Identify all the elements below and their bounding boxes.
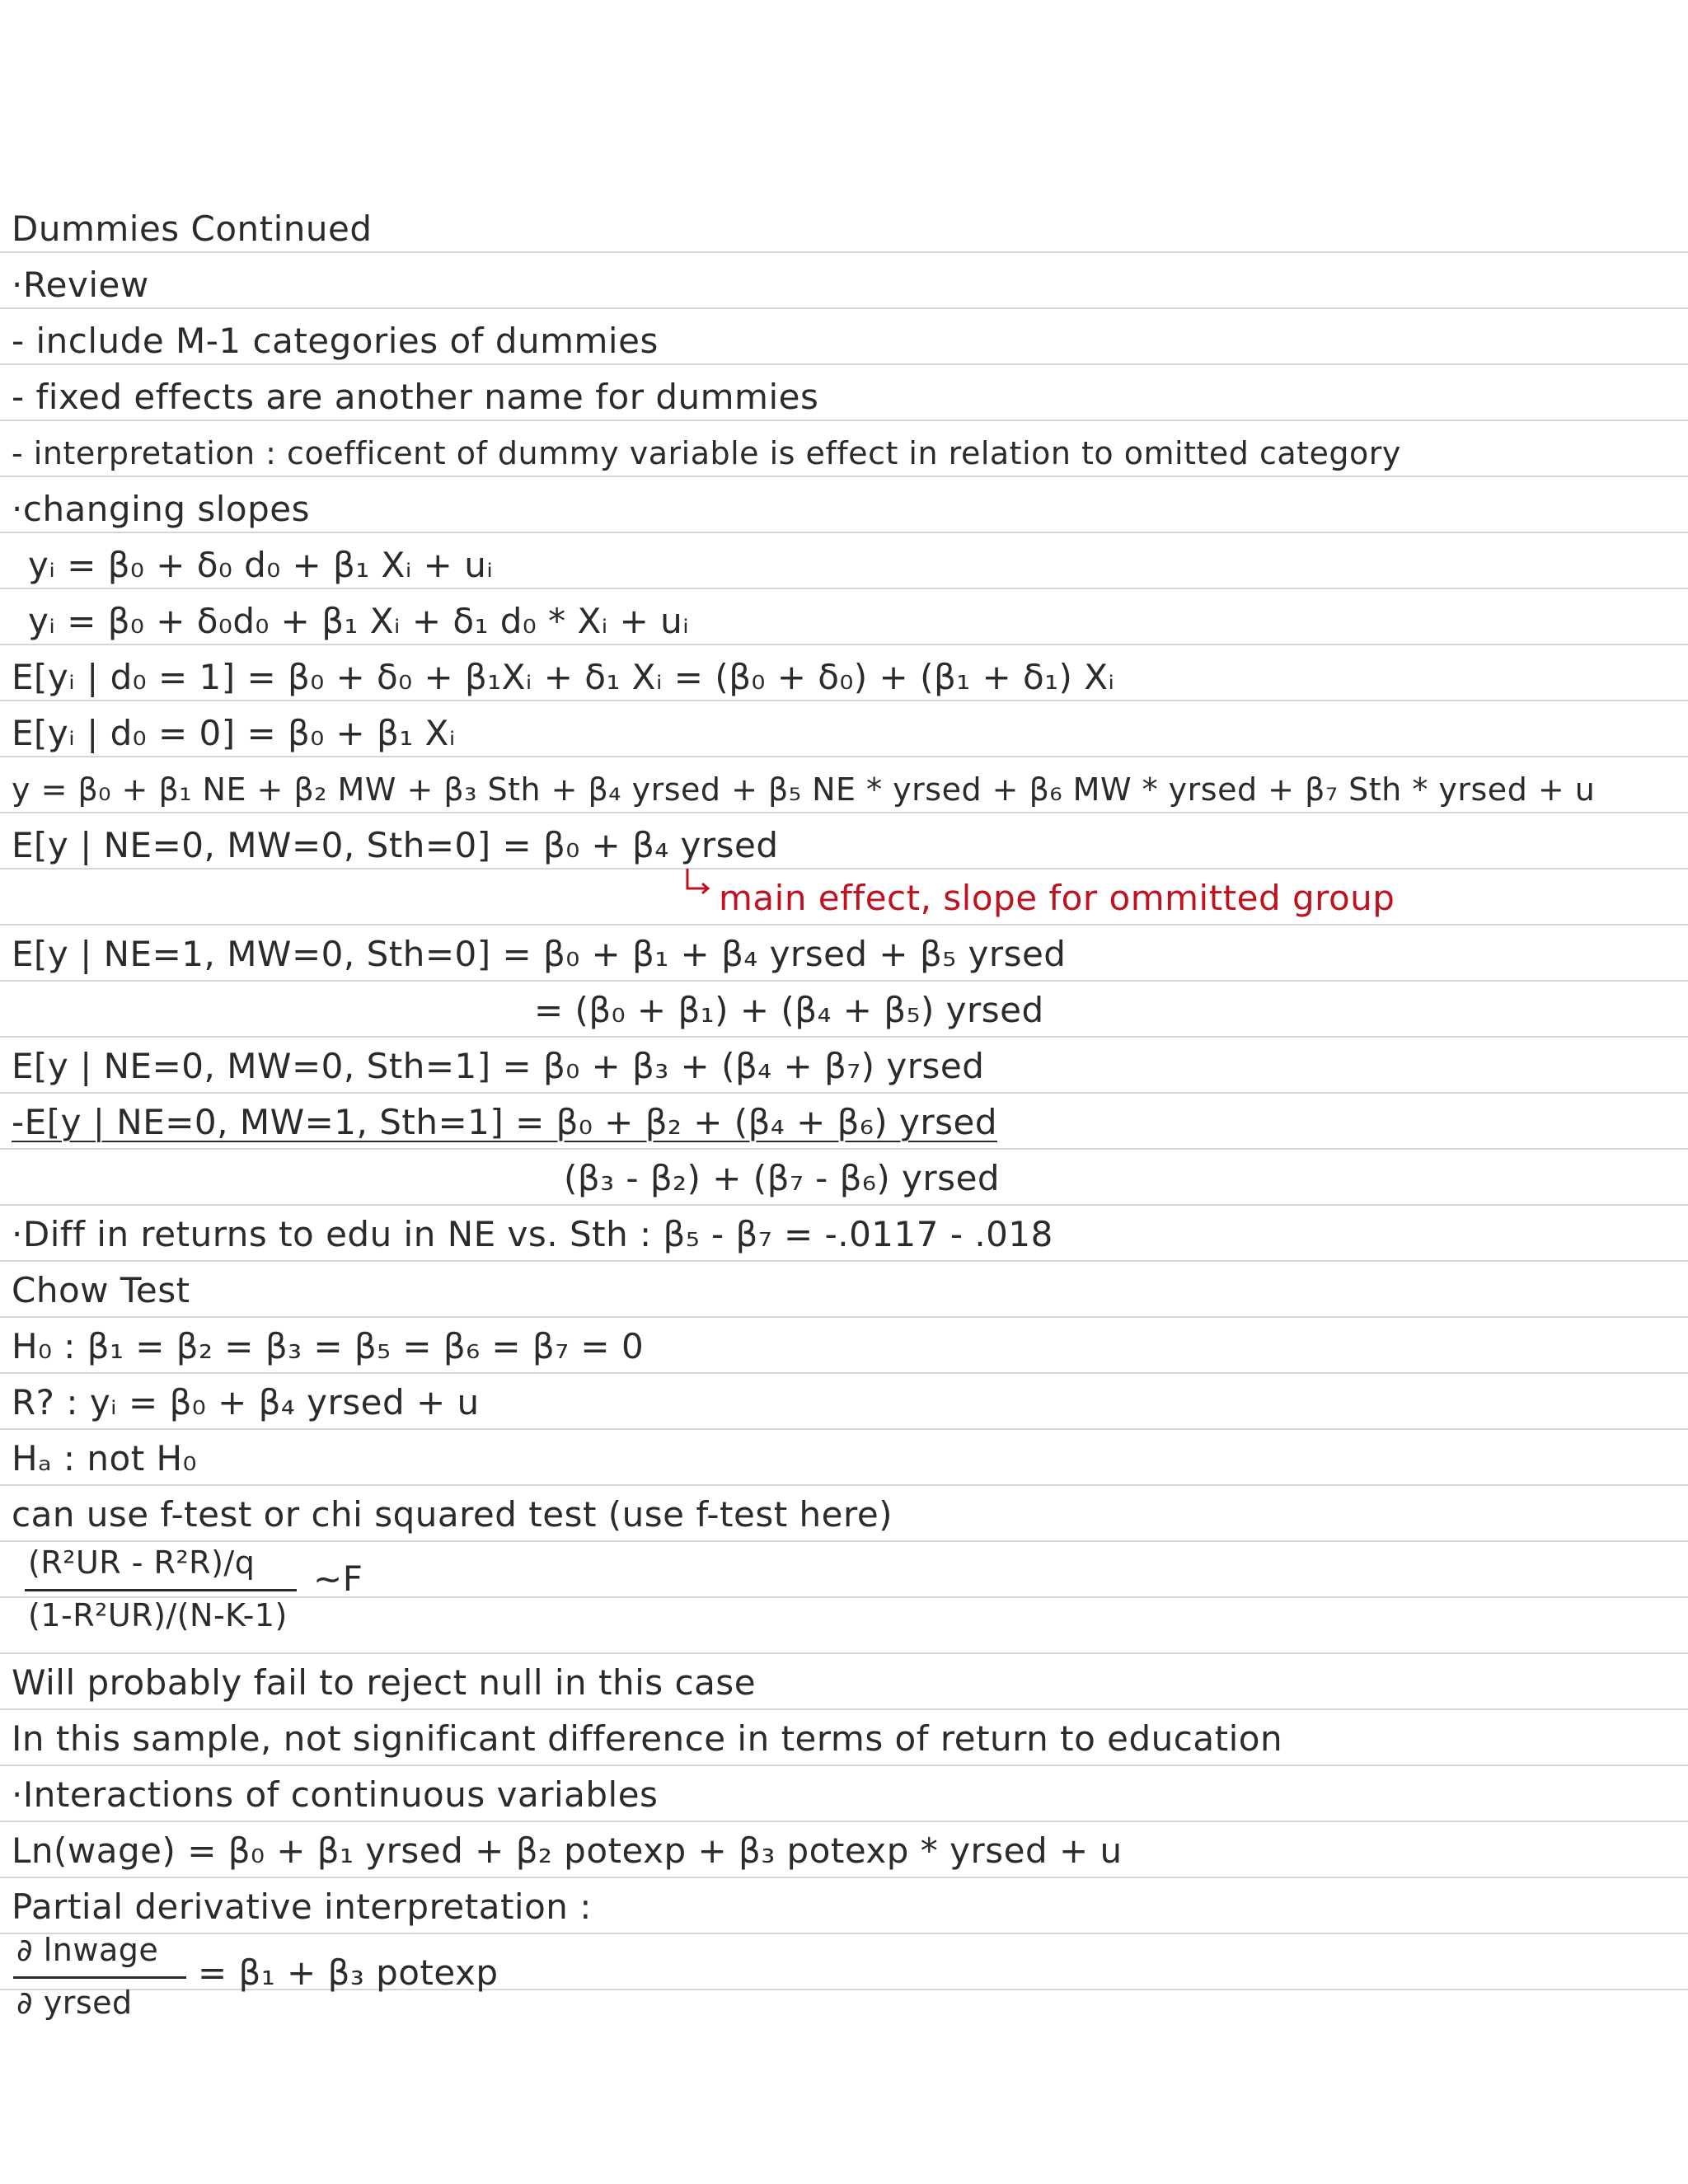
equation-line: yᵢ = β₀ + δ₀d₀ + β₁ Xᵢ + δ₁ d₀ * Xᵢ + uᵢ <box>28 601 690 641</box>
equation-line: E[yᵢ | d₀ = 0] = β₀ + β₁ Xᵢ <box>12 713 456 753</box>
note-line: ·Interactions of continuous variables <box>12 1774 659 1815</box>
note-line: - include M-1 categories of dummies <box>12 321 659 361</box>
note-line: Partial derivative interpretation : <box>12 1886 592 1927</box>
note-title: Dummies Continued <box>12 209 373 249</box>
distribution-label: ~F <box>313 1558 363 1599</box>
note-line: can use f-test or chi squared test (use f-test here) <box>12 1494 893 1535</box>
equation-line: = (β₀ + β₁) + (β₄ + β₅) yrsed <box>534 990 1044 1030</box>
note-line: ·Review <box>12 265 149 305</box>
equation-line: = β₁ + β₃ potexp <box>198 1952 499 1993</box>
annotation-main-effect: main effect, slope for ommitted group <box>719 878 1395 918</box>
equation-line: y = β₀ + β₁ NE + β₂ MW + β₃ Sth + β₄ yrsed + β₅ NE * yrsed + β₆ MW * yrsed + β₇ Sth * yrsed + u <box>12 771 1596 808</box>
fraction-denominator: ∂ yrsed <box>16 1985 133 2021</box>
arrow-icon <box>684 867 712 897</box>
equation-line: Hₐ : not H₀ <box>12 1438 197 1479</box>
equation-line: E[y | NE=0, MW=0, Sth=0] = β₀ + β₄ yrsed <box>12 825 779 865</box>
equation-line: Ln(wage) = β₀ + β₁ yrsed + β₂ potexp + β₃ potexp * yrsed + u <box>12 1830 1123 1871</box>
note-line: - interpretation : coefficent of dummy variable is effect in relation to omitted category <box>12 435 1401 471</box>
section-heading: Chow Test <box>12 1270 190 1310</box>
equation-line: R? : yᵢ = β₀ + β₄ yrsed + u <box>12 1382 480 1422</box>
fraction-numerator: (R²UR - R²R)/q <box>28 1544 256 1581</box>
equation-line: -E[y | NE=0, MW=1, Sth=1] = β₀ + β₂ + (β₄ + β₆) yrsed <box>12 1102 998 1142</box>
equation-line: E[y | NE=0, MW=0, Sth=1] = β₀ + β₃ + (β₄ + β₇) yrsed <box>12 1046 985 1086</box>
equation-line: yᵢ = β₀ + δ₀ d₀ + β₁ Xᵢ + uᵢ <box>28 545 494 585</box>
note-line: Will probably fail to reject null in this case <box>12 1662 757 1703</box>
note-line: ·Diff in returns to edu in NE vs. Sth : β₅ - β₇ = -.0117 - .018 <box>12 1214 1053 1254</box>
equation-line: E[y | NE=1, MW=0, Sth=0] = β₀ + β₁ + β₄ yrsed + β₅ yrsed <box>12 934 1067 974</box>
note-line: - fixed effects are another name for dummies <box>12 377 819 417</box>
note-line: ·changing slopes <box>12 489 311 529</box>
equation-line: (β₃ - β₂) + (β₇ - β₆) yrsed <box>564 1158 1001 1198</box>
fraction-denominator: (1-R²UR)/(N-K-1) <box>28 1597 288 1633</box>
note-line: In this sample, not significant difference in terms of return to education <box>12 1718 1283 1759</box>
equation-line: E[yᵢ | d₀ = 1] = β₀ + δ₀ + β₁Xᵢ + δ₁ Xᵢ = (β₀ + δ₀) + (β₁ + δ₁) Xᵢ <box>12 657 1115 697</box>
equation-line: H₀ : β₁ = β₂ = β₃ = β₅ = β₆ = β₇ = 0 <box>12 1326 645 1366</box>
fraction-numerator: ∂ lnwage <box>16 1932 159 1968</box>
